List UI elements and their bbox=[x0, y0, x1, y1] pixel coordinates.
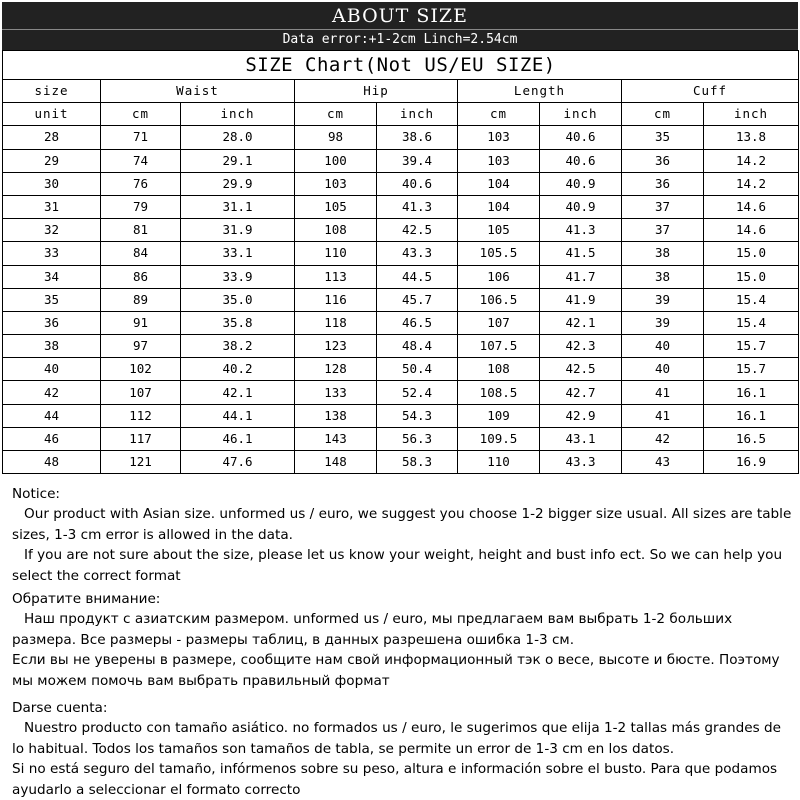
notice-heading: Notice: bbox=[12, 486, 61, 502]
notice-text: Если вы не уверены в размере, сообщите нам свой информационный тэк о весе, высоте и бюсте. Поэтому мы можем помочь вам выбрать правильный формат bbox=[12, 652, 780, 689]
table-cell: 36 bbox=[3, 311, 101, 334]
table-cell: 71 bbox=[101, 126, 181, 149]
table-cell: 41.7 bbox=[540, 265, 622, 288]
table-cell: 30 bbox=[3, 172, 101, 195]
notice-heading: Обратите внимание: bbox=[12, 591, 161, 607]
table-row bbox=[3, 172, 799, 195]
table-row bbox=[3, 219, 799, 242]
table-cell: 39 bbox=[622, 311, 704, 334]
table-cell: 46.5 bbox=[377, 311, 458, 334]
table-cell: 58.3 bbox=[377, 451, 458, 474]
table-cell: 50.4 bbox=[377, 358, 458, 381]
unit-header-row bbox=[3, 103, 799, 126]
table-cell: 46.1 bbox=[181, 427, 295, 450]
table-cell: 48 bbox=[3, 451, 101, 474]
table-cell: 45.7 bbox=[377, 288, 458, 311]
table-cell: 56.3 bbox=[377, 427, 458, 450]
table-cell: 143 bbox=[295, 427, 377, 450]
table-cell: 41 bbox=[622, 381, 704, 404]
table-cell: 34 bbox=[3, 265, 101, 288]
table-cell: 38.6 bbox=[377, 126, 458, 149]
table-cell: 16.1 bbox=[704, 404, 799, 427]
table-cell: 128 bbox=[295, 358, 377, 381]
header-size: size bbox=[3, 80, 101, 103]
table-cell: 102 bbox=[101, 358, 181, 381]
unit-header-cell: inch bbox=[704, 103, 799, 126]
table-cell: 41.5 bbox=[540, 242, 622, 265]
table-cell: 43.3 bbox=[377, 242, 458, 265]
table-cell: 36 bbox=[622, 149, 704, 172]
table-cell: 40 bbox=[622, 335, 704, 358]
unit-header-cell: cm bbox=[458, 103, 540, 126]
notice-text: Si no está seguro del tamaño, infórmenos sobre su peso, altura e información sobre el busto. Para que podamos ayudarlo a seleccionar el formato correcto bbox=[12, 761, 778, 798]
table-cell: 107 bbox=[458, 311, 540, 334]
table-cell: 44.5 bbox=[377, 265, 458, 288]
table-cell: 38 bbox=[622, 242, 704, 265]
table-row bbox=[3, 149, 799, 172]
table-cell: 44.1 bbox=[181, 404, 295, 427]
table-cell: 86 bbox=[101, 265, 181, 288]
table-cell: 42.9 bbox=[540, 404, 622, 427]
table-cell: 148 bbox=[295, 451, 377, 474]
table-cell: 38 bbox=[3, 335, 101, 358]
table-cell: 42.5 bbox=[377, 219, 458, 242]
table-cell: 48.4 bbox=[377, 335, 458, 358]
unit-header-cell: inch bbox=[377, 103, 458, 126]
table-cell: 31.9 bbox=[181, 219, 295, 242]
table-row bbox=[3, 126, 799, 149]
table-cell: 15.7 bbox=[704, 358, 799, 381]
table-cell: 81 bbox=[101, 219, 181, 242]
table-cell: 36 bbox=[622, 172, 704, 195]
table-cell: 110 bbox=[295, 242, 377, 265]
table-cell: 84 bbox=[101, 242, 181, 265]
table-cell: 40.9 bbox=[540, 172, 622, 195]
table-cell: 103 bbox=[295, 172, 377, 195]
table-cell: 107 bbox=[101, 381, 181, 404]
chart-title: SIZE Chart(Not US/EU SIZE) bbox=[3, 51, 799, 80]
table-cell: 16.9 bbox=[704, 451, 799, 474]
table-cell: 105 bbox=[295, 195, 377, 218]
unit-header-cell: inch bbox=[181, 103, 295, 126]
table-cell: 40.6 bbox=[377, 172, 458, 195]
table-cell: 15.4 bbox=[704, 311, 799, 334]
table-cell: 104 bbox=[458, 172, 540, 195]
table-cell: 106 bbox=[458, 265, 540, 288]
table-cell: 41.9 bbox=[540, 288, 622, 311]
header-hip: Hip bbox=[295, 80, 458, 103]
table-cell: 35 bbox=[622, 126, 704, 149]
table-cell: 38.2 bbox=[181, 335, 295, 358]
table-cell: 31 bbox=[3, 195, 101, 218]
table-row bbox=[3, 265, 799, 288]
table-cell: 39 bbox=[622, 288, 704, 311]
table-cell: 97 bbox=[101, 335, 181, 358]
table-cell: 41.3 bbox=[540, 219, 622, 242]
header-waist: Waist bbox=[101, 80, 295, 103]
group-header-row bbox=[3, 80, 799, 103]
table-cell: 14.6 bbox=[704, 219, 799, 242]
table-cell: 108.5 bbox=[458, 381, 540, 404]
table-cell: 42 bbox=[3, 381, 101, 404]
unit-header-cell: cm bbox=[295, 103, 377, 126]
table-cell: 107.5 bbox=[458, 335, 540, 358]
table-cell: 42 bbox=[622, 427, 704, 450]
header-length: Length bbox=[458, 80, 622, 103]
table-cell: 54.3 bbox=[377, 404, 458, 427]
table-cell: 39.4 bbox=[377, 149, 458, 172]
table-cell: 35.8 bbox=[181, 311, 295, 334]
page-title: ABOUT SIZE bbox=[2, 2, 798, 30]
table-cell: 105 bbox=[458, 219, 540, 242]
table-cell: 133 bbox=[295, 381, 377, 404]
table-cell: 15.0 bbox=[704, 242, 799, 265]
table-cell: 41.3 bbox=[377, 195, 458, 218]
table-cell: 91 bbox=[101, 311, 181, 334]
table-cell: 110 bbox=[458, 451, 540, 474]
table-cell: 37 bbox=[622, 195, 704, 218]
table-cell: 106.5 bbox=[458, 288, 540, 311]
notice-russian bbox=[12, 589, 792, 691]
table-cell: 16.5 bbox=[704, 427, 799, 450]
table-row bbox=[3, 335, 799, 358]
table-cell: 42.7 bbox=[540, 381, 622, 404]
table-cell: 42.3 bbox=[540, 335, 622, 358]
table-cell: 14.2 bbox=[704, 149, 799, 172]
table-cell: 123 bbox=[295, 335, 377, 358]
notice-text: Nuestro producto con tamaño asiático. no formados us / euro, le sugerimos que elija 1-2 tallas más grandes de lo habitual. Todos los tamaños son tamaños de tabla, se permite un error de 1-3 cm en los datos. bbox=[12, 720, 781, 757]
header-cuff: Cuff bbox=[622, 80, 799, 103]
data-error-note: Data error:+1-2cm Linch=2.54cm bbox=[2, 30, 798, 50]
table-cell: 138 bbox=[295, 404, 377, 427]
table-cell: 104 bbox=[458, 195, 540, 218]
table-row bbox=[3, 242, 799, 265]
table-cell: 28 bbox=[3, 126, 101, 149]
table-cell: 35.0 bbox=[181, 288, 295, 311]
table-cell: 40.2 bbox=[181, 358, 295, 381]
notice-text: Наш продукт с азиатским размером. unformed us / euro, мы предлагаем вам выбрать 1-2 больших размера. Все размеры - размеры таблиц, в данных разрешена ошибка 1-3 см. bbox=[12, 611, 733, 648]
table-cell: 14.6 bbox=[704, 195, 799, 218]
table-cell: 52.4 bbox=[377, 381, 458, 404]
table-cell: 40 bbox=[3, 358, 101, 381]
table-cell: 117 bbox=[101, 427, 181, 450]
table-cell: 42.1 bbox=[540, 311, 622, 334]
table-cell: 98 bbox=[295, 126, 377, 149]
unit-header-cell: unit bbox=[3, 103, 101, 126]
table-row bbox=[3, 311, 799, 334]
notice-text: Our product with Asian size. unformed us / euro, we suggest you choose 1-2 bigger size usual. All sizes are table sizes, 1-3 cm error is allowed in the data. bbox=[12, 506, 792, 543]
table-cell: 13.8 bbox=[704, 126, 799, 149]
table-cell: 16.1 bbox=[704, 381, 799, 404]
table-cell: 46 bbox=[3, 427, 101, 450]
table-cell: 41 bbox=[622, 404, 704, 427]
table-cell: 109.5 bbox=[458, 427, 540, 450]
table-cell: 43.1 bbox=[540, 427, 622, 450]
table-cell: 108 bbox=[295, 219, 377, 242]
table-cell: 43.3 bbox=[540, 451, 622, 474]
table-cell: 108 bbox=[458, 358, 540, 381]
table-cell: 15.0 bbox=[704, 265, 799, 288]
table-cell: 31.1 bbox=[181, 195, 295, 218]
table-cell: 118 bbox=[295, 311, 377, 334]
table-cell: 32 bbox=[3, 219, 101, 242]
table-cell: 79 bbox=[101, 195, 181, 218]
table-cell: 29 bbox=[3, 149, 101, 172]
notice-spanish bbox=[12, 698, 792, 800]
size-chart-table bbox=[2, 50, 799, 474]
table-row bbox=[3, 195, 799, 218]
table-row bbox=[3, 288, 799, 311]
table-cell: 28.0 bbox=[181, 126, 295, 149]
table-cell: 116 bbox=[295, 288, 377, 311]
table-cell: 76 bbox=[101, 172, 181, 195]
table-row bbox=[3, 427, 799, 450]
table-cell: 33 bbox=[3, 242, 101, 265]
table-cell: 14.2 bbox=[704, 172, 799, 195]
table-cell: 113 bbox=[295, 265, 377, 288]
table-cell: 47.6 bbox=[181, 451, 295, 474]
table-cell: 105.5 bbox=[458, 242, 540, 265]
table-cell: 40.6 bbox=[540, 149, 622, 172]
table-cell: 103 bbox=[458, 149, 540, 172]
table-cell: 37 bbox=[622, 219, 704, 242]
table-cell: 42.5 bbox=[540, 358, 622, 381]
table-row bbox=[3, 381, 799, 404]
table-row bbox=[3, 358, 799, 381]
table-cell: 40.9 bbox=[540, 195, 622, 218]
table-cell: 42.1 bbox=[181, 381, 295, 404]
notice-heading: Darse cuenta: bbox=[12, 700, 108, 716]
table-cell: 15.7 bbox=[704, 335, 799, 358]
table-cell: 74 bbox=[101, 149, 181, 172]
table-cell: 29.9 bbox=[181, 172, 295, 195]
table-cell: 15.4 bbox=[704, 288, 799, 311]
table-cell: 44 bbox=[3, 404, 101, 427]
table-cell: 40.6 bbox=[540, 126, 622, 149]
table-row bbox=[3, 404, 799, 427]
table-cell: 103 bbox=[458, 126, 540, 149]
notice-english bbox=[12, 484, 792, 586]
table-cell: 40 bbox=[622, 358, 704, 381]
table-cell: 29.1 bbox=[181, 149, 295, 172]
table-cell: 43 bbox=[622, 451, 704, 474]
table-row bbox=[3, 451, 799, 474]
table-cell: 89 bbox=[101, 288, 181, 311]
table-cell: 100 bbox=[295, 149, 377, 172]
table-cell: 33.9 bbox=[181, 265, 295, 288]
table-cell: 121 bbox=[101, 451, 181, 474]
table-cell: 38 bbox=[622, 265, 704, 288]
unit-header-cell: cm bbox=[622, 103, 704, 126]
table-cell: 112 bbox=[101, 404, 181, 427]
unit-header-cell: cm bbox=[101, 103, 181, 126]
table-cell: 109 bbox=[458, 404, 540, 427]
notice-text: If you are not sure about the size, please let us know your weight, height and bust info ect. So we can help you select the correct format bbox=[12, 547, 783, 584]
table-cell: 33.1 bbox=[181, 242, 295, 265]
unit-header-cell: inch bbox=[540, 103, 622, 126]
table-cell: 35 bbox=[3, 288, 101, 311]
